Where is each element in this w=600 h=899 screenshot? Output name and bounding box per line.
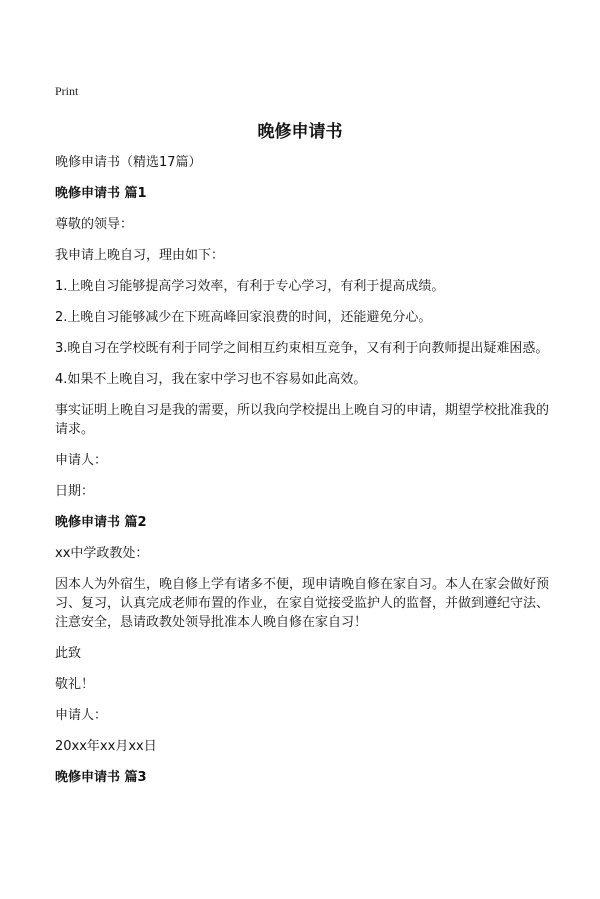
- applicant-line: 申请人：: [55, 453, 108, 468]
- section-heading-3: 晚修申请书 篇3: [55, 770, 147, 785]
- applicant-line: 申请人：: [55, 708, 108, 723]
- date-line: 20xx年xx月xx日: [55, 739, 157, 754]
- paragraph: 事实证明上晚自习是我的需要，所以我向学校提出上晚自习的申请，期望学校批准我的请求。: [55, 403, 550, 437]
- page-title: 晚修申请书: [257, 122, 343, 142]
- salutation: 尊敬的领导：: [55, 217, 134, 232]
- reason-item-4: 4.如果不上晚自习，我在家中学习也不容易如此高效。: [55, 372, 367, 387]
- reason-item-3: 3.晚自习在学校既有利于同学之间相互约束相互竞争，又有利于向教师提出疑难困惑。: [55, 341, 549, 356]
- closing-line: 敬礼！: [55, 677, 95, 692]
- date-line: 日期：: [55, 484, 95, 499]
- document-body: [55, 153, 555, 799]
- section-heading-1: 晚修申请书 篇1: [55, 186, 147, 201]
- reason-item-1: 1.上晚自习能够提高学习效率，有利于专心学习，有利于提高成绩。: [55, 279, 445, 294]
- reason-item-2: 2.上晚自习能够减少在下班高峰回家浪费的时间，还能避免分心。: [55, 310, 432, 325]
- section-heading-2: 晚修申请书 篇2: [55, 515, 147, 530]
- closing-line: 此致: [55, 646, 82, 661]
- paragraph: 我申请上晚自习，理由如下：: [55, 248, 225, 263]
- document-subtitle: 晚修申请书（精选17篇）: [55, 155, 202, 170]
- paragraph: 因本人为外宿生，晚自修上学有诸多不便，现申请晚自修在家自习。本人在家会做好预习、复习，认真完成老师布置的作业，在家自觉接受监护人的监督，并做到遵纪守法、注意安全，恳请政教处领导批准本人晚自修在家自习！: [55, 577, 550, 630]
- print-link[interactable]: Print: [55, 84, 79, 98]
- salutation: xx中学政教处：: [55, 546, 149, 561]
